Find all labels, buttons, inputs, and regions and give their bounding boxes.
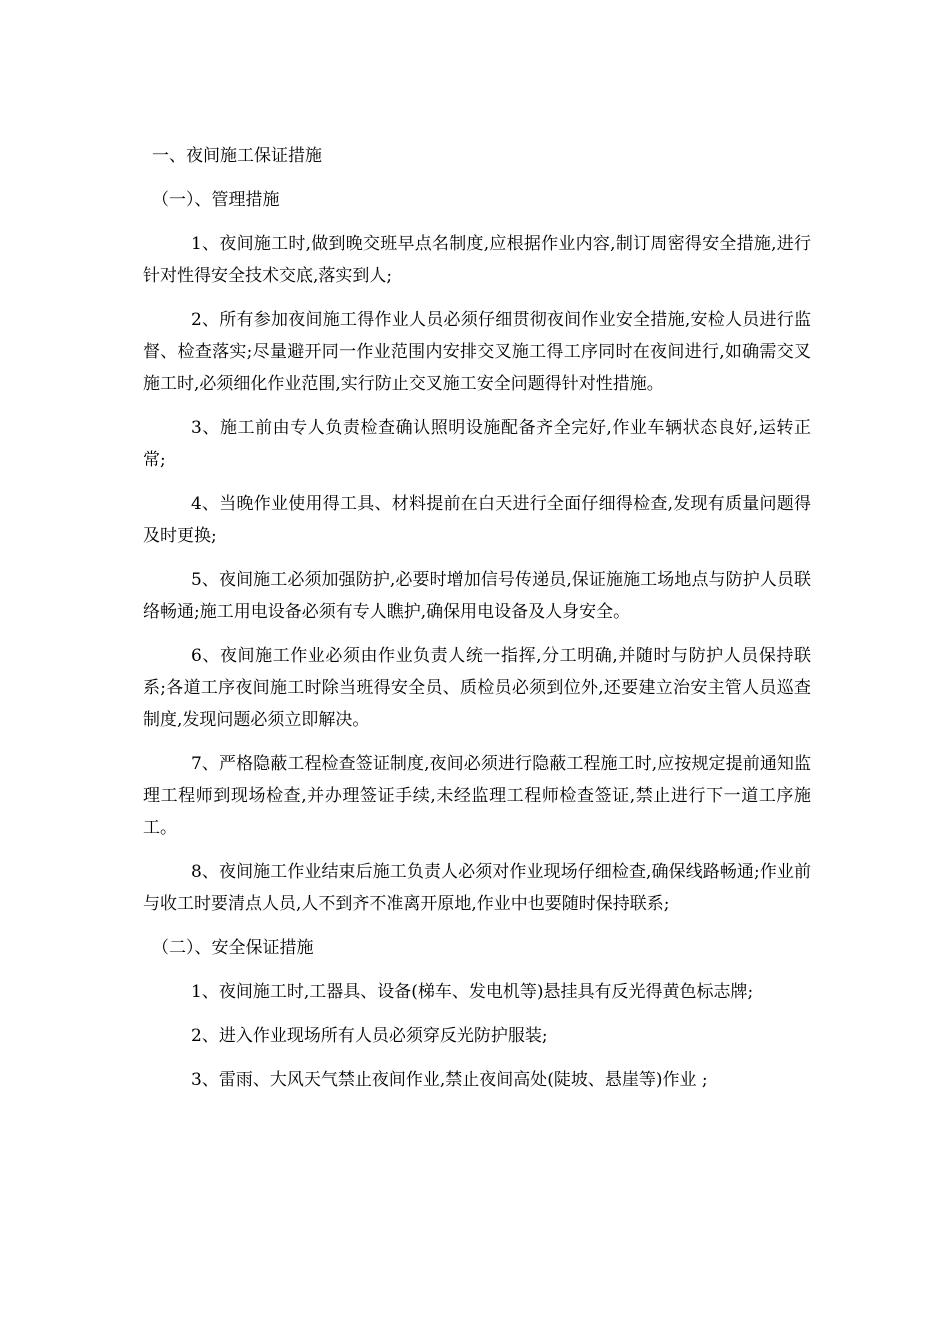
paragraph-item: 5、夜间施工必须加强防护,必要时增加信号传递员,保证施施工场地点与防护人员联络畅通;施工用电设备必须有专人瞧护,确保用电设备及人身安全。 <box>143 570 811 622</box>
subsection-title-safety: （二）、安全保证措施 <box>152 938 314 958</box>
paragraph-item: 3、雷雨、大风天气禁止夜间作业,禁止夜间高处(陡坡、悬崖等)作业 ; <box>191 1070 708 1090</box>
subsection-title-management: （一）、管理措施 <box>152 190 280 210</box>
document-body <box>143 140 811 1096</box>
section-title: 一、夜间施工保证措施 <box>152 146 322 166</box>
paragraph-item: 6、夜间施工作业必须由作业负责人统一指挥,分工明确,并随时与防护人员保持联系;各道工序夜间施工时除当班得安全员、质检员必须到位外,还要建立治安主管人员巡查制度,发现问题必须立即解决。 <box>143 646 811 730</box>
paragraph-item: 3、施工前由专人负责检查确认照明设施配备齐全完好,作业车辆状态良好,运转正常; <box>143 418 811 470</box>
paragraph-item: 7、严格隐蔽工程检查签证制度,夜间必须进行隐蔽工程施工时,应按规定提前通知监理工程师到现场检查,并办理签证手续,未经监理工程师检查签证,禁止进行下一道工序施工。 <box>143 754 811 838</box>
paragraph-item: 2、进入作业现场所有人员必须穿反光防护服装; <box>191 1026 548 1046</box>
paragraph-item: 1、夜间施工时,做到晚交班早点名制度,应根据作业内容,制订周密得安全措施,进行针对性得安全技术交底,落实到人; <box>143 234 811 286</box>
paragraph-item: 4、当晚作业使用得工具、材料提前在白天进行全面仔细得检查,发现有质量问题得及时更换; <box>143 494 811 546</box>
paragraph-item: 8、夜间施工作业结束后施工负责人必须对作业现场仔细检查,确保线路畅通;作业前与收工时要清点人员,人不到齐不准离开原地,作业中也要随时保持联系; <box>143 862 811 914</box>
paragraph-item: 2、所有参加夜间施工得作业人员必须仔细贯彻夜间作业安全措施,安检人员进行监督、检查落实;尽量避开同一作业范围内安排交叉施工得工序同时在夜间进行,如确需交叉施工时,必须细化作业范围,实行防止交叉施工安全问题得针对性措施。 <box>143 310 811 394</box>
paragraph-item: 1、夜间施工时,工器具、设备(梯车、发电机等)悬挂具有反光得黄色标志牌; <box>191 982 754 1002</box>
